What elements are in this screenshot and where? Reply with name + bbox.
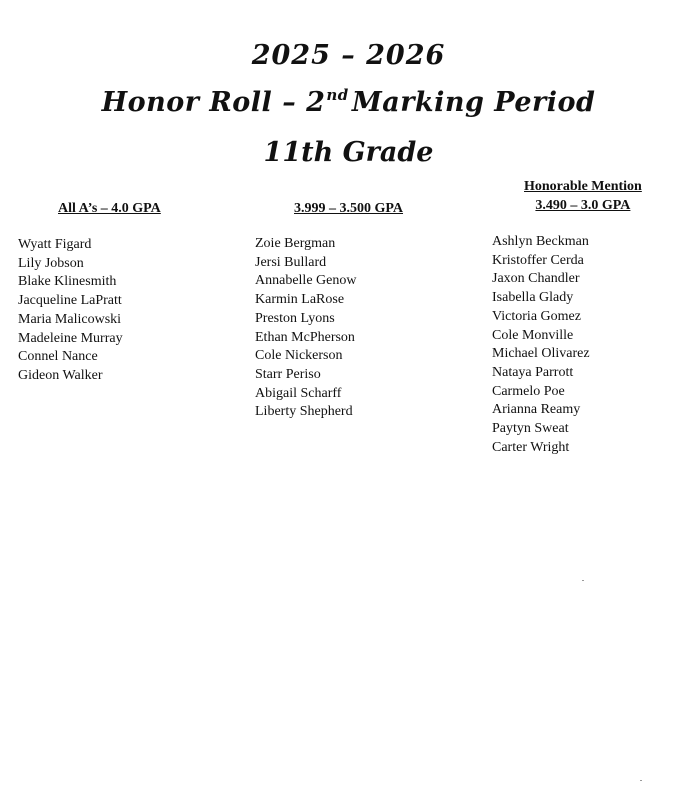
student-name: Lily Jobson: [18, 255, 84, 271]
heading-all-as: All A’s – 4.0 GPA: [58, 201, 161, 216]
student-name: Carter Wright: [492, 439, 570, 455]
student-name: Connel Nance: [18, 349, 98, 365]
student-list-3999-3500: [255, 235, 356, 422]
student-list-all-as: [18, 236, 123, 386]
student-name: Jersi Bullard: [255, 254, 327, 270]
heading-honorable-mention-range: 3.490 – 3.0 GPA: [535, 198, 631, 213]
student-name: Carmelo Poe: [492, 383, 565, 399]
student-name: Maria Malicowski: [18, 311, 122, 327]
student-name: Preston Lyons: [255, 310, 335, 326]
student-name: Starr Periso: [255, 366, 321, 382]
title-honor-roll-post: Marking Period: [351, 87, 596, 118]
student-name: Paytyn Sweat: [492, 421, 569, 437]
student-name: Abigail Scharff: [255, 385, 342, 401]
student-name: Isabella Glady: [492, 290, 574, 306]
student-name: Blake Klinesmith: [18, 274, 117, 290]
student-name: Zoie Bergman: [255, 236, 336, 251]
heading-honorable-mention-label: Honorable Mention: [524, 179, 642, 194]
student-name: Madeleine Murray: [18, 330, 123, 346]
student-name: Michael Olivarez: [492, 346, 590, 362]
student-list-honorable-mention: [492, 233, 590, 457]
title-years: 2025 – 2026: [251, 40, 446, 71]
student-name: Arianna Reamy: [492, 402, 581, 418]
student-name: Karmin LaRose: [255, 292, 345, 308]
student-name: Annabelle Genow: [255, 273, 357, 289]
student-name: Kristoffer Cerda: [492, 252, 584, 268]
student-name: Nataya Parrott: [492, 364, 574, 380]
title-honor-roll-pre: Honor Roll – 2: [101, 87, 326, 118]
heading-honorable-mention: [524, 177, 642, 215]
title-ordinal-suffix: nd: [326, 86, 349, 104]
student-name: Jacqueline LaPratt: [18, 293, 122, 309]
student-name: Cole Monville: [492, 327, 574, 343]
student-name: Jaxon Chandler: [492, 271, 580, 287]
student-name: Gideon Walker: [18, 367, 103, 383]
student-name: Ashlyn Beckman: [492, 234, 589, 249]
student-name: Ethan McPherson: [255, 329, 355, 345]
student-name: Victoria Gomez: [492, 308, 581, 324]
scan-speck: [640, 780, 642, 781]
scan-speck: [582, 580, 584, 581]
title-grade: 11th Grade: [263, 137, 434, 168]
heading-3999-3500: 3.999 – 3.500 GPA: [294, 201, 404, 216]
student-name: Liberty Shepherd: [255, 404, 353, 420]
title-honor-roll: [0, 86, 697, 118]
student-name: Cole Nickerson: [255, 348, 343, 364]
student-name: Wyatt Figard: [18, 237, 92, 252]
